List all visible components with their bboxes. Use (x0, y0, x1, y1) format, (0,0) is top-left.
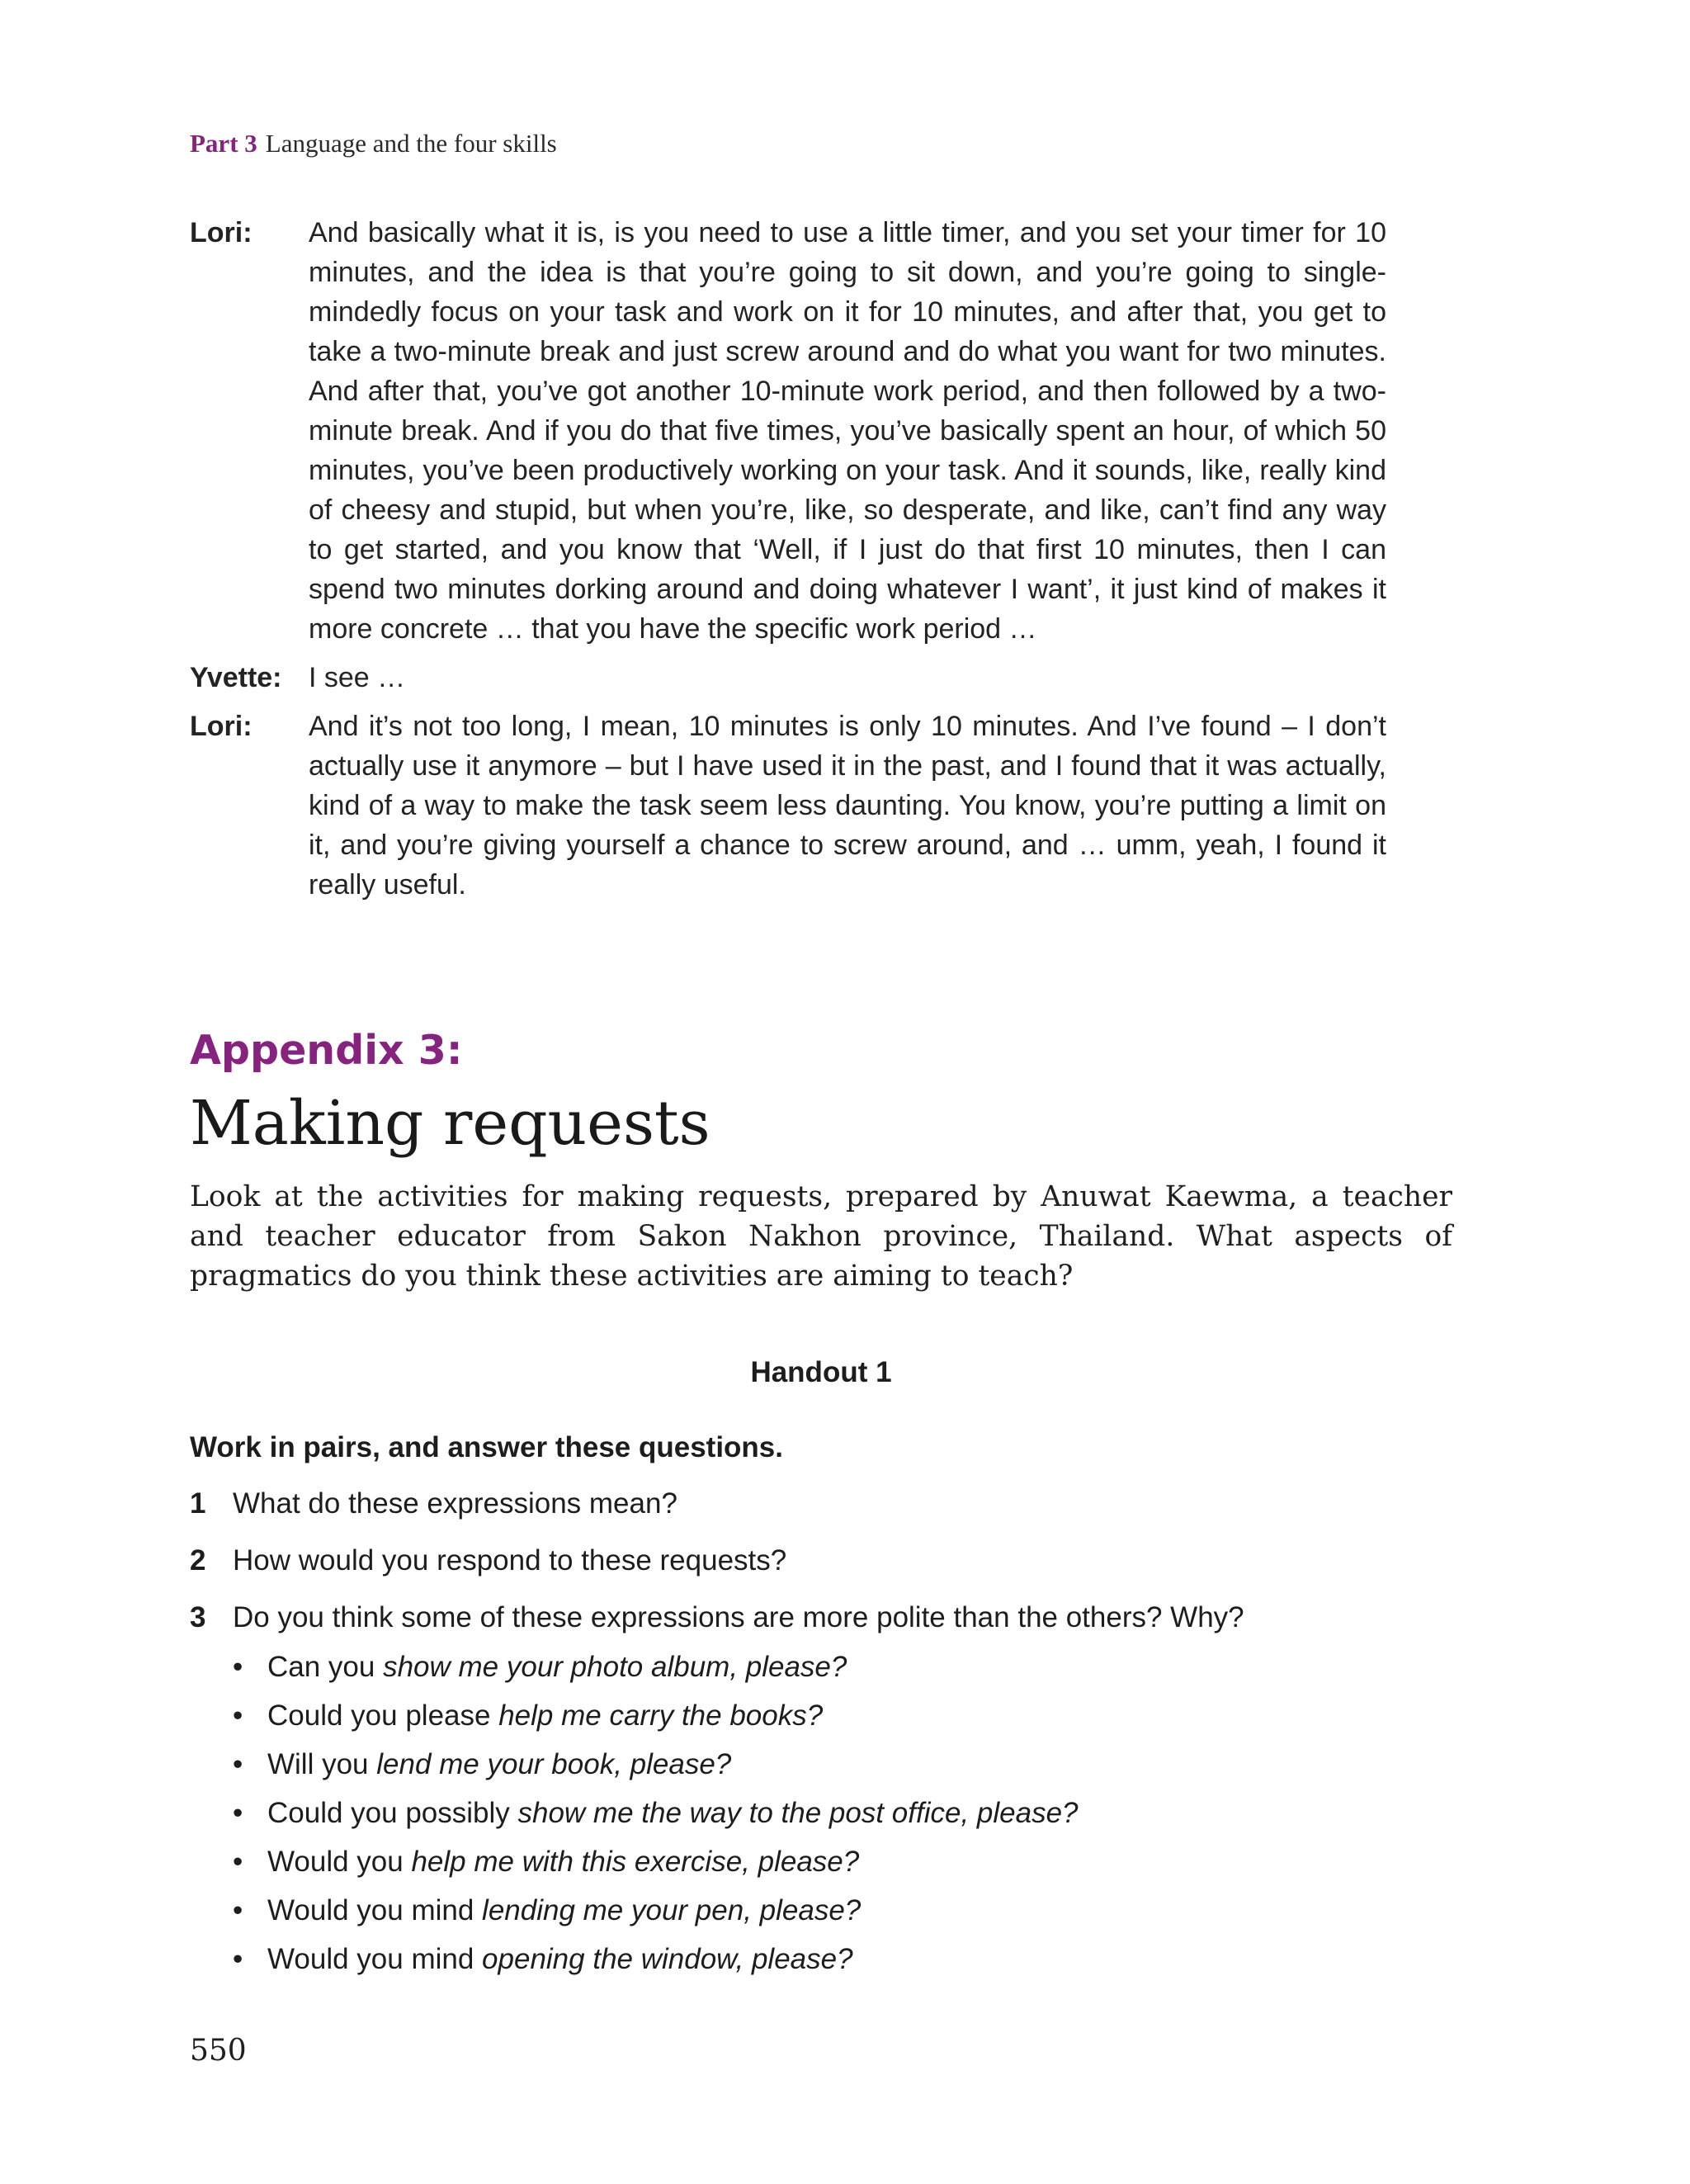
expression-italic: help me with this exercise, please? (411, 1846, 860, 1878)
expression-item (233, 1891, 1079, 1940)
question-text: How would you respond to these requests? (233, 1544, 787, 1577)
dialogue-turn (190, 658, 1386, 697)
expression-text (267, 1794, 1079, 1842)
expression-text (267, 1940, 853, 1988)
expression-italic: lending me your pen, please? (482, 1894, 862, 1926)
expression-item (233, 1842, 1079, 1891)
expression-italic: help me carry the books? (498, 1699, 824, 1732)
book-page (190, 0, 1461, 2184)
expression-item (233, 1696, 1079, 1745)
part-label: Part 3 (190, 129, 257, 158)
bullet-icon: • (233, 1943, 243, 1975)
expression-item (233, 1745, 1079, 1794)
handout-heading: Handout 1 (750, 1356, 892, 1388)
speaker-name: Lori: (190, 711, 253, 742)
question-item (190, 1598, 1244, 1655)
expression-italic: show me your photo album, please? (383, 1651, 847, 1683)
page-number: 550 (190, 2034, 247, 2068)
appendix-label: Appendix 3: (190, 1027, 463, 1074)
utterance-text: I see … (309, 662, 406, 693)
expression-lead: Could you please (267, 1699, 499, 1732)
speaker-name: Lori: (190, 217, 253, 248)
expression-text (267, 1842, 859, 1891)
question-list (190, 1484, 1244, 1655)
question-text: What do these expressions mean? (233, 1487, 677, 1520)
bullet-icon: • (233, 1846, 243, 1878)
running-header (190, 129, 557, 158)
expression-text (267, 1891, 861, 1940)
question-item (190, 1541, 1244, 1598)
dialogue-turn (190, 707, 1386, 905)
question-item (190, 1484, 1244, 1541)
bullet-icon: • (233, 1748, 243, 1780)
expression-item (233, 1794, 1079, 1842)
question-text: Do you think some of these expressions are more polite than the others? Why? (233, 1601, 1244, 1633)
expression-item (233, 1940, 1079, 1988)
appendix-intro: Look at the activities for making requests, prepared by Anuwat Kaewma, a teacher and teacher educator from Sakon Nakhon province, Thailand. What aspects of pragmatics do you think these activities are aiming to teach? (190, 1180, 1452, 1293)
expression-text (267, 1647, 847, 1696)
handout-instruction: Work in pairs, and answer these questions. (190, 1431, 783, 1463)
expression-italic: lend me your book, please? (376, 1748, 732, 1780)
expression-lead: Could you possibly (267, 1797, 518, 1829)
expression-italic: opening the window, please? (482, 1943, 853, 1975)
dialogue-transcript (190, 213, 1386, 914)
expression-lead: Would you (267, 1846, 412, 1878)
question-number: 2 (190, 1544, 206, 1577)
speaker-name: Yvette: (190, 662, 282, 693)
expression-text (267, 1745, 731, 1794)
utterance-text: And it’s not too long, I mean, 10 minutes is only 10 minutes. And I’ve found – I don’t actually use it anymore – but I have used it in the past, and I found that it was actually, kind of a way to make the task seem less daunting. You know, you’re putting a limit on it, and you’re giving yourself a chance to screw around, and … umm, yeah, I found it really useful. (309, 711, 1386, 901)
bullet-icon: • (233, 1699, 243, 1732)
expression-lead: Would you mind (267, 1894, 483, 1926)
expression-lead: Will you (267, 1748, 377, 1780)
question-number: 3 (190, 1601, 206, 1633)
appendix-title: Making requests (190, 1088, 710, 1159)
question-number: 1 (190, 1487, 206, 1520)
expression-list (233, 1647, 1079, 1988)
expression-item (233, 1647, 1079, 1696)
dialogue-turn (190, 213, 1386, 649)
bullet-icon: • (233, 1651, 243, 1683)
bullet-icon: • (233, 1894, 243, 1926)
expression-text (267, 1696, 823, 1745)
expression-lead: Would you mind (267, 1943, 483, 1975)
expression-lead: Can you (267, 1651, 384, 1683)
section-title: Language and the four skills (265, 129, 557, 158)
utterance-text: And basically what it is, is you need to use a little timer, and you set your timer for 10 minutes, and the idea is that you’re going to sit down, and you’re going to single-mindedly focus on your task and work on it for 10 minutes, and after that, you get to take a two-minute break and just screw around and do what you want for two minutes. And after that, you’ve got another 10-minute work period, and then followed by a two-minute break. And if you do that five times, you’ve basically spent an hour, of which 50 minutes, you’ve been productively working on your task. And it sounds, like, really kind of cheesy and stupid, but when you’re, like, so desperate, and like, can’t find any way to get started, and you know that ‘Well, if I just do that first 10 minutes, then I can spend two minutes dorking around and doing whatever I want’, it just kind of makes it more concrete … that you have the specific work period … (309, 217, 1386, 645)
bullet-icon: • (233, 1797, 243, 1829)
expression-italic: show me the way to the post office, please? (517, 1797, 1079, 1829)
